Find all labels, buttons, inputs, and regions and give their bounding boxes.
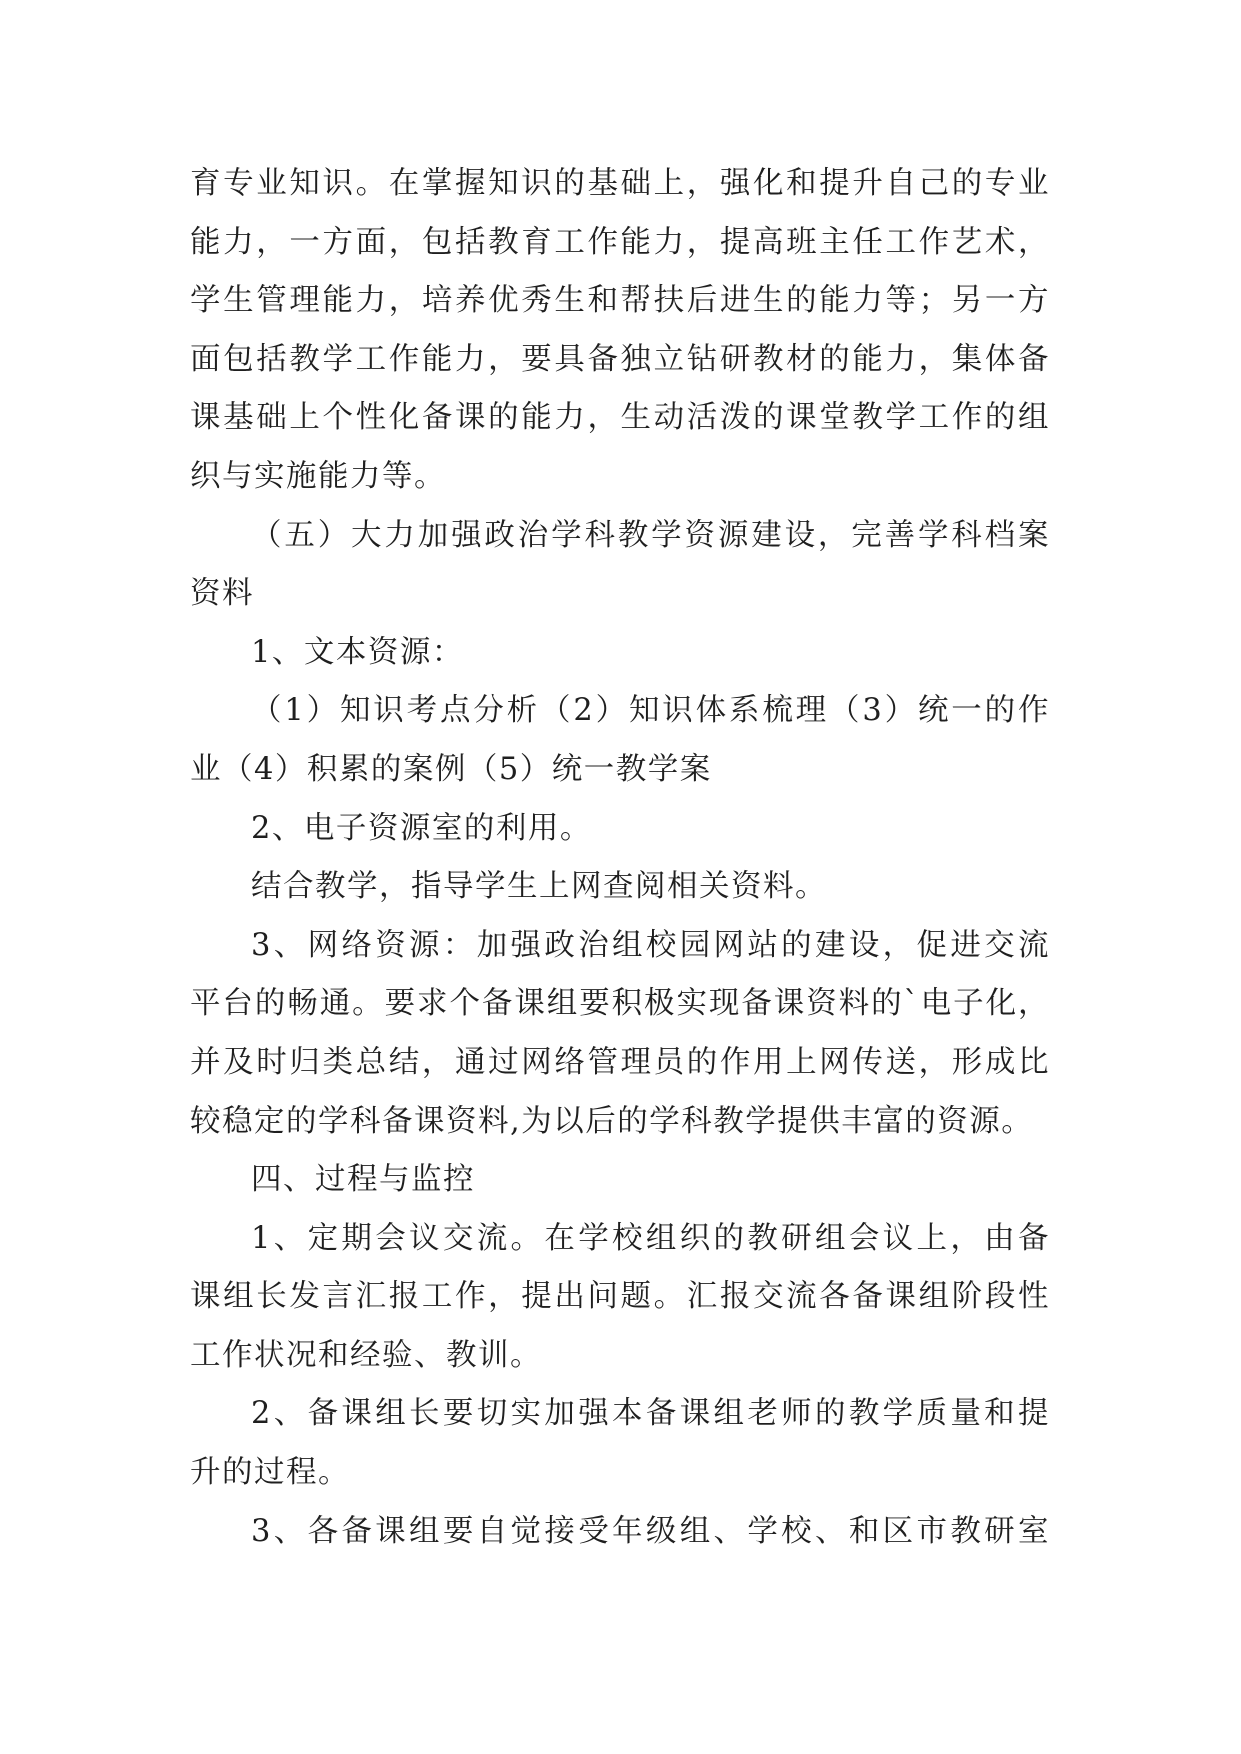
text-line: （1）知识考点分析（2）知识体系梳理（3）统一的作	[251, 693, 1050, 729]
text-line: 1、文本资源：	[251, 634, 464, 670]
text-line: 课组长发言汇报工作，提出问题。汇报交流各备课组阶段性	[190, 1279, 1050, 1315]
item-group-leader-duty	[190, 1385, 1050, 1502]
text-line: 升的过程。	[190, 1455, 350, 1491]
item-supervision	[190, 1503, 1050, 1562]
text-line: 学生管理能力，培养优秀生和帮扶后进生的能力等；另一方	[190, 283, 1050, 319]
text-line: 课基础上个性化备课的能力，生动活泼的课堂教学工作的组	[190, 400, 1050, 436]
text-line: 并及时归类总结，通过网络管理员的作用上网传送，形成比	[190, 1044, 1050, 1080]
paragraph-professional-ability	[190, 155, 1050, 507]
text-line: （五）大力加强政治学科教学资源建设，完善学科档案	[251, 517, 1050, 553]
electronic-resources-detail	[190, 858, 1050, 917]
text-line: 织与实施能力等。	[190, 458, 446, 494]
text-line: 面包括教学工作能力，要具备独立钻研教材的能力，集体备	[190, 341, 1050, 377]
section-heading-process	[190, 1151, 1050, 1210]
text-line: 育专业知识。在掌握知识的基础上，强化和提升自己的专业	[190, 166, 1050, 201]
item-electronic-resources	[190, 800, 1050, 859]
document-body	[190, 155, 1050, 1561]
text-line: 资料	[190, 576, 254, 612]
item-network-resources	[190, 917, 1050, 1151]
text-line: 3、网络资源：加强政治组校园网站的建设，促进交流	[251, 927, 1050, 963]
text-line: 2、电子资源室的利用。	[251, 810, 592, 846]
text-line: 较稳定的学科备课资料,为以后的学科教学提供丰富的资源。	[190, 1103, 1034, 1139]
text-line: 结合教学，指导学生上网查阅相关资料。	[251, 869, 827, 905]
section-heading-resources	[190, 507, 1050, 624]
item-regular-meetings	[190, 1210, 1050, 1386]
text-line: 平台的畅通。要求个备课组要积极实现备课资料的`电子化，	[190, 986, 1050, 1022]
text-line: 1、定期会议交流。在学校组织的教研组会议上，由备	[251, 1220, 1050, 1256]
text-line: 能力，一方面，包括教育工作能力，提高班主任工作艺术，	[190, 224, 1050, 260]
text-resources-list	[190, 682, 1050, 799]
text-line: 四、过程与监控	[251, 1162, 475, 1198]
text-line: 工作状况和经验、教训。	[190, 1337, 542, 1373]
text-line: 2、备课组长要切实加强本备课组老师的教学质量和提	[251, 1396, 1050, 1432]
text-line: 3、各备课组要自觉接受年级组、学校、和区市教研室	[251, 1513, 1050, 1549]
item-text-resources	[190, 624, 1050, 683]
text-line: 业（4）积累的案例（5）统一教学案	[190, 751, 712, 787]
